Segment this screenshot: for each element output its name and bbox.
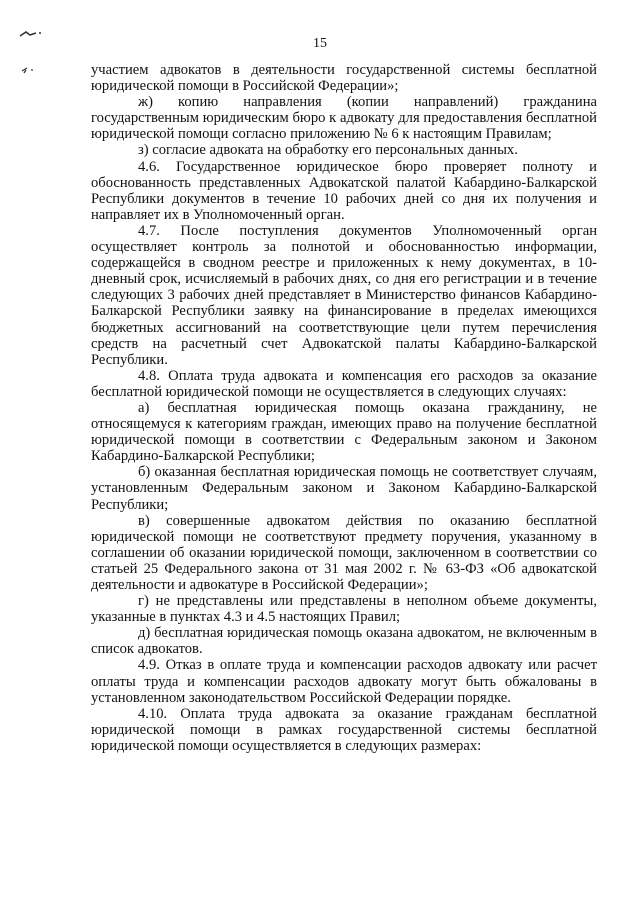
paragraph-item-z: з) согласие адвоката на обработку его персональных данных. xyxy=(138,142,518,159)
paragraph-continuation: участием адвокатов в деятельности государственной системы бесплатной юридической помощи в Российской Федерации»; xyxy=(91,62,597,95)
paragraph-4-8-v: в) совершенные адвокатом действия по оказанию бесплатной юридической помощи не соответствуют предмету поручения, указанному в соглашении об оказании юридической помощи, заключенном в соответствии со статьей 25 Федерального закона от 31 мая 2002 г. № 63-ФЗ «Об адвокатской деятельности и адвокатуре в Российской Федерации»; xyxy=(91,512,597,593)
paragraph-4-9: 4.9. Отказ в оплате труда и компенсации расходов адвокату или расчет оплаты труда и компенсации расходов адвокату могут быть обжалованы в установленном законодательством Российской Федерации порядке. xyxy=(91,657,597,706)
paragraph-4-6: 4.6. Государственное юридическое бюро проверяет полноту и обоснованность представленных Адвокатской палатой Кабардино-Балкарской Республики документов в течение 10 рабочих дней со дня их получения и направляет их в Уполномоченный орган. xyxy=(91,158,597,223)
paragraph-4-8: 4.8. Оплата труда адвоката и компенсация его расходов за оказание бесплатной юридической помощи не осуществляется в следующих случаях: xyxy=(91,367,597,400)
paragraph-4-8-b: б) оказанная бесплатная юридическая помощь не соответствует случаям, установленным Федеральным законом и Законом Кабардино-Балкарской Республики; xyxy=(91,464,597,513)
page-number: 15 xyxy=(313,36,327,51)
paragraph-item-zh: ж) копию направления (копии направлений) гражданина государственным юридическим бюро к адвокату для предоставления бесплатной юридической помощи согласно приложению № 6 к настоящим Правилам; xyxy=(91,94,597,143)
document-body xyxy=(91,62,597,754)
scan-marks xyxy=(18,26,48,86)
paragraph-4-8-d: д) бесплатная юридическая помощь оказана адвокатом, не включенным в список адвокатов. xyxy=(91,625,597,658)
paragraph-4-8-g: г) не представлены или представлены в неполном объеме документы, указанные в пунктах 4.3 и 4.5 настоящих Правил; xyxy=(91,593,597,626)
paragraph-4-10: 4.10. Оплата труда адвоката за оказание гражданам бесплатной юридической помощи в рамках государственной системы бесплатной юридической помощи осуществляется в следующих размерах: xyxy=(91,705,597,754)
paragraph-4-7: 4.7. После поступления документов Уполномоченный орган осуществляет контроль за полнотой и обоснованностью информации, содержащейся в сводном реестре и приложенных к нему документах, в 10-дневный срок, исчисляемый в рабочих днях, со дня его регистрации и в течение следующих 3 рабочих дней представляет в Министерство финансов Кабардино-Балкарской Республики заявку на финансирование в пределах имеющихся бюджетных ассигнований на соответствующие цели путем перечисления средств на расчетный счет Адвокатской палаты Кабардино-Балкарской Республики. xyxy=(91,222,597,368)
paragraph-4-8-a: а) бесплатная юридическая помощь оказана гражданину, не относящемуся к категориям граждан, имеющих право на получение бесплатной юридической помощи в соответствии с Федеральным законом и Законом Кабардино-Балкарской Республики; xyxy=(91,399,597,465)
